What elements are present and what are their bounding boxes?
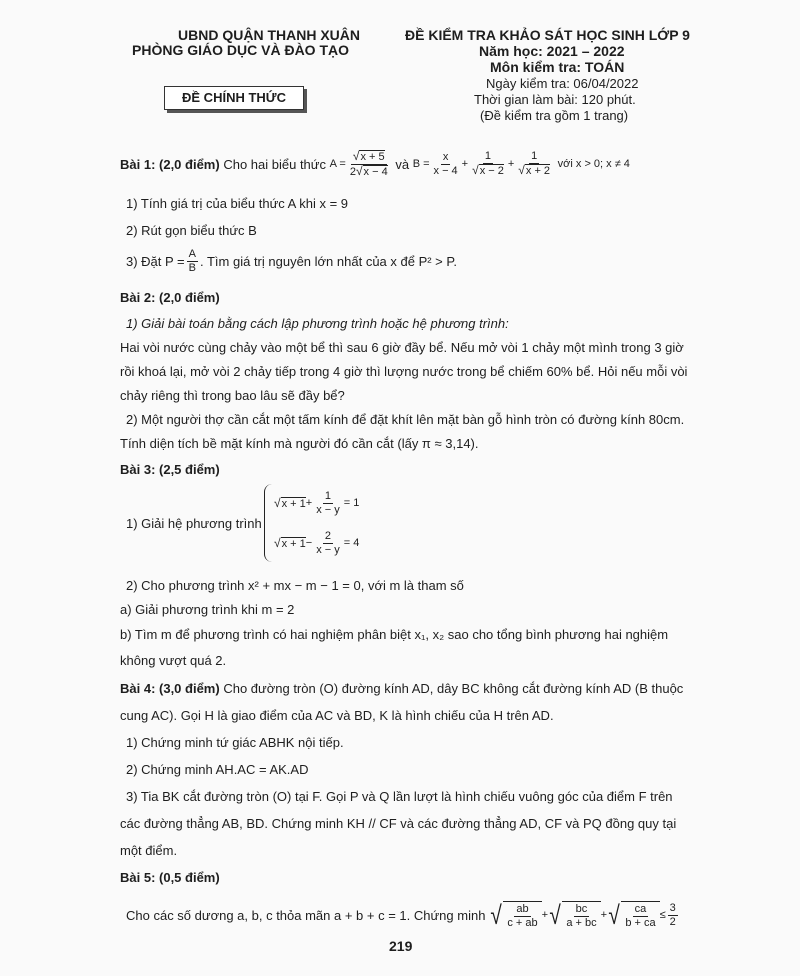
bai3-qa: a) Giải phương trình khi m = 2 <box>120 602 295 617</box>
le-sign: ≤ <box>659 909 666 921</box>
b2-num: 1 <box>484 150 492 163</box>
bai2-q1-line1: Hai vòi nước cùng chảy vào một bể thì sau 6 giờ đầy bể. Nếu mở vòi 1 chảy một mình trong 3 giờ <box>120 340 684 355</box>
t3-num: ca <box>634 902 647 915</box>
eq2-radicand: x + 1 <box>281 537 306 550</box>
bai1-q1: 1) Tính giá trị của biểu thức A khi x = 9 <box>126 196 349 211</box>
bai3-qb-line2: không vượt quá 2. <box>120 653 227 668</box>
expr-b-frac1 <box>432 151 460 177</box>
r-num: 3 <box>669 901 676 914</box>
term2-sqrt: √ $\frac{bc}{a + bc}$ <box>548 901 601 929</box>
bai3-qb-line1: b) Tìm m để phương trình có hai nghiệm phân biệt x₁, x₂ sao cho tổng bình phương hai nghiệm <box>120 627 669 642</box>
bai2-q2-line1: 2) Một người thợ cần cắt một tấm kính để đặt khít lên mặt bàn gỗ hình tròn có đường kính 80cm. <box>126 412 685 427</box>
bai4-q1: 1) Chứng minh tứ giác ABHK nội tiếp. <box>126 735 344 750</box>
b3-num: 1 <box>531 150 538 163</box>
eq1-fraction <box>314 490 342 516</box>
bai4-q3-line2: các đường thẳng AB, BD. Chứng minh KH // CF và các đường thẳng AD, CF và PQ đồng quy tại <box>120 816 677 831</box>
page-number: 219 <box>389 938 413 954</box>
bai5-text: Cho các số dương a, b, c thỏa mãn a + b + c = 1. Chứng minh <box>126 907 486 923</box>
bai4-title: Bài 4: (3,0 điểm) <box>120 681 220 696</box>
r-den: 2 <box>669 915 676 928</box>
bai4-q2: 2) Chứng minh AH.AC = AK.AD <box>126 762 309 777</box>
eq1-op: + <box>305 497 313 509</box>
eq1-num: 1 <box>324 489 332 502</box>
b2-den: x − 2 <box>479 164 504 177</box>
rhs-fraction <box>668 902 678 928</box>
bai2-q1-line3: chảy riêng thì trong bao lâu sẽ đầy bể? <box>120 388 345 403</box>
subject: Môn kiểm tra: TOÁN <box>490 59 625 75</box>
bai2-q2-line2: Tính diện tích bề mặt kính mà người đó cần cắt (lấy π ≈ 3,14). <box>120 436 479 451</box>
bai3-title: Bài 3: (2,5 điểm) <box>120 462 220 477</box>
term1-sqrt: √ $\frac{ab}{c + ab}$ <box>489 901 542 929</box>
bai4-l1: Cho đường tròn (O) đường kính AD, dây BC không cắt đường kính AD (B thuộc <box>223 681 684 696</box>
p-den: B <box>188 261 196 274</box>
bai5-statement <box>126 894 680 936</box>
school-year: Năm học: 2021 – 2022 <box>479 43 625 59</box>
exam-date: Ngày kiểm tra: 06/04/2022 <box>486 76 639 91</box>
eq2-den: x − y <box>316 543 340 556</box>
plus-sign: + <box>600 909 608 921</box>
expr-b-frac2: $\frac{1}{√x - 2}$ <box>472 150 504 177</box>
bai1-q2: 2) Rút gọn biểu thức B <box>126 223 257 238</box>
bai4-q3-line3: một điểm. <box>120 843 178 858</box>
eq2-num: 2 <box>324 529 332 542</box>
bai1-title: Bài 1: (2,0 điểm) <box>120 156 220 172</box>
district-name: UBND QUẬN THANH XUÂN <box>178 27 360 43</box>
t2-num: bc <box>575 902 588 915</box>
exam-title: ĐỀ KIỂM TRA KHẢO SÁT HỌC SINH LỚP 9 <box>405 27 690 43</box>
bai2-q1-line2: rồi khoá lại, mở vòi 2 chảy tiếp trong 4 giờ thì lượng nước trong bể chiếm 60% bể. Hỏi nếu mỗi vòi <box>120 364 688 379</box>
bai1-q3 <box>126 244 457 278</box>
eq2-op: − <box>305 537 313 549</box>
eq1-radicand: x + 1 <box>281 497 306 510</box>
t1-den: c + ab <box>507 916 538 929</box>
bai1-statement <box>120 146 630 182</box>
p-fraction <box>187 248 198 274</box>
bai1-intro: Cho hai biểu thức <box>223 156 326 172</box>
department-name: PHÒNG GIÁO DỤC VÀ ĐÀO TẠO <box>132 42 350 58</box>
term3-sqrt: √ $\frac{ca}{b + ca}$ <box>607 901 660 929</box>
plus-sign: + <box>507 158 515 170</box>
expr-a-den-pre: 2 <box>349 165 356 178</box>
bai4-line1 <box>120 681 683 696</box>
bai1-q3-pre: 3) Đặt P = <box>126 253 185 269</box>
official-stamp: ĐỀ CHÍNH THỨC <box>164 86 304 110</box>
bai1-q3-post: . Tìm giá trị nguyên lớn nhất của x để P² > P. <box>200 253 457 269</box>
expr-a-den: x − 4 <box>363 165 388 178</box>
b1-num: x <box>442 150 449 163</box>
expr-a-fraction: $\frac{√x + 5}{2√x - 4}$ <box>349 148 388 178</box>
t2-den: a + bc <box>566 916 597 929</box>
bai5-title: Bài 5: (0,5 điểm) <box>120 870 220 885</box>
bai3-q1: 1) Giải hệ phương trình <box>126 516 262 531</box>
plus-sign: + <box>461 158 469 170</box>
t3-den: b + ca <box>625 916 656 929</box>
expr-a-label: A = <box>329 158 346 170</box>
expr-b-label: B = <box>412 158 430 170</box>
bai2-title: Bài 2: (2,0 điểm) <box>120 290 220 305</box>
eq2-fraction <box>314 530 342 556</box>
system-brace <box>264 484 273 562</box>
p-num: A <box>188 247 196 260</box>
b1-den: x − 4 <box>433 164 458 177</box>
b3-den: x + 2 <box>525 164 551 177</box>
expr-a-num: x + 5 <box>360 150 385 163</box>
system-eq1: √ x + 1 + $\frac{1}{x - y}$ = 1 <box>274 489 360 516</box>
eq1-den: x − y <box>316 503 340 516</box>
eq2-rhs: = 4 <box>343 537 360 549</box>
eq1-rhs: = 1 <box>343 497 360 509</box>
bai1-condition: với x > 0; x ≠ 4 <box>557 158 630 170</box>
page-count-note: (Đề kiểm tra gồm 1 trang) <box>480 108 629 123</box>
plus-sign: + <box>541 909 549 921</box>
expr-b-frac3: $\frac{1}{√x + 2}$ <box>518 150 551 177</box>
t1-num: ab <box>516 902 529 915</box>
bai4-line2: cung AC). Gọi H là giao điểm của AC và BD, K là hình chiếu của H trên AD. <box>120 708 554 723</box>
and-word: và <box>395 156 410 172</box>
bai3-q2: 2) Cho phương trình x² + mx − m − 1 = 0, với m là tham số <box>126 578 464 593</box>
system-eq2: √ x + 1 − $\frac{2}{x - y}$ = 4 <box>274 529 360 556</box>
bai4-q3-line1: 3) Tia BK cắt đường tròn (O) tại F. Gọi P và Q lần lượt là hình chiếu vuông góc của điểm F trên <box>126 789 673 804</box>
bai2-q1-title: 1) Giải bài toán bằng cách lập phương trình hoặc hệ phương trình: <box>126 316 509 331</box>
exam-duration: Thời gian làm bài: 120 phút. <box>474 92 636 107</box>
